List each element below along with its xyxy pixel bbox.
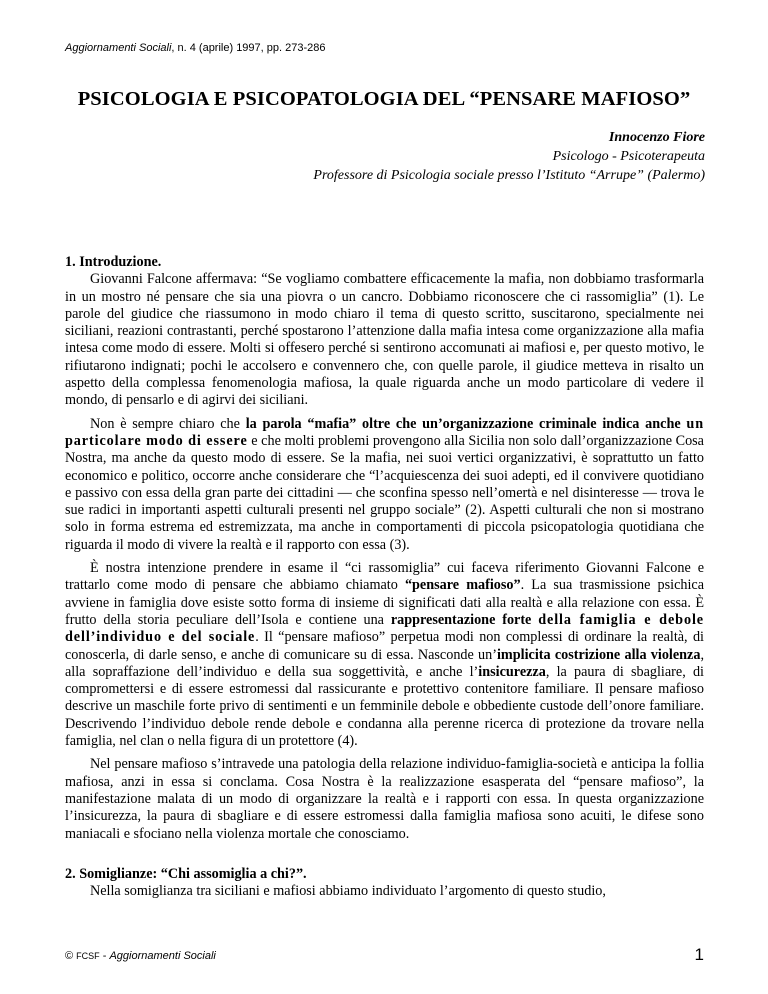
article-title: PSICOLOGIA E PSICOPATOLOGIA DEL “PENSARE MAFIOSO” — [77, 88, 691, 110]
emphasis: “pensare mafioso” — [404, 577, 521, 594]
author-name: Innocenzo Fiore — [608, 130, 705, 145]
section-heading-1: 1. Introduzione. — [65, 254, 162, 270]
paragraph: Giovanni Falcone affermava: “Se vogliamo combattere efficacemente la mafia, non dobbiamo trasformarla in un mostro né pensare che sia una piovra o un cancro. Dobbiamo riconoscere che ci rassomiglia” (1). Le parole del giudice che riassumono in modo chiaro il tema di questo scritto, suscitarono, specialmente nei siciliani, reazioni contrastanti, perché spostarono l’attenzione dalla mafia intesa come organizzazione alla mafia intesa come modo di essere. Molti si offesero perché si sentirono accomunati ai mafiosi e, per questo motivo, le rifiutarono indignati; pochi le accolsero e convennero che, con quelle parole, il giudice metteva in risalto un aspetto della complessa fenomenologia mafiosa, la quale riguarda anche un modo particolare di vedere il mondo, di pensarlo e di agirvi dei siciliani. — [65, 271, 704, 409]
issue-info: , n. 4 (aprile) 1997, pp. 273-286 — [171, 42, 326, 54]
author-affiliation: Professore di Psicologia sociale presso l’Istituto “Arrupe” (Palermo) — [313, 168, 705, 183]
paragraph: Nella somiglianza tra siciliani e mafiosi abbiamo individuato l’argomento di questo studio, — [90, 883, 606, 900]
footer: © FCSF - Aggiornamenti Sociali — [65, 950, 216, 962]
journal-name: Aggiornamenti Sociali — [65, 42, 172, 54]
footer-journal: Aggiornamenti Sociali — [109, 950, 216, 962]
paragraph: Nel pensare mafioso s’intravede una patologia della relazione individuo-famiglia-società e anticipa la follia mafiosa, anzi in essa si conclama. Cosa Nostra è la realizzazione esasperata del “pensare mafioso”, la manifestazione malata di un modo di organizzare la realtà e i rapporti con essa. In questa organizzazione l’insicurezza, la paura di sbagliare e di essere estromessi dalla famiglia mafiosa sono acuiti, le difese sono maniacali e sfociano nella violenza mortale che conosciamo. — [65, 756, 704, 842]
page-number: 1 — [694, 945, 704, 964]
running-header — [65, 42, 326, 54]
article-body — [65, 254, 704, 900]
emphasis: della famiglia e debole dell’individuo e del sociale — [65, 611, 704, 646]
paragraph: È nostra intenzione prendere in esame il “ci rassomiglia” cui faceva riferimento Giovanni Falcone e trattarlo come modo di pensare che abbiamo chiamato “pensare mafioso”. La sua trasmissione psichica avviene in famiglia dove esiste sotto forma di insieme di significati dati alla realtà e alla relazione con essa. È frutto della storia peculiare dell’Isola e contiene una rappresentazione forte della famiglia e debole dell’individuo e del sociale. Il “pensare mafioso” perpetua modi non complessi di ordinare la realtà, di conoscerla, di darle senso, e anche di comunicare su di essa. Nasconde un’implicita costrizione alla violenza, alla sopraffazione dell’individuo e della sua soggettività, e anche l’insicurezza, la paura di sbagliare, di compromettersi e di essere estromessi dal rassicurante e protettivo contenitore familiare. Il pensare mafioso descrive un maschile forte privo di sentimenti e un femminile debole e obbediente custode dell’onore familiare. Descrivendo l’individuo debole rende debole e condanna alla perenne ricerca di protezione da trovare nella famiglia, nel clan o nella figura di un protettore (4). — [65, 560, 704, 750]
paragraph: Non è sempre chiaro che la parola “mafia” oltre che un’organizzazione criminale indica anche un particolare modo di essere e che molti problemi provengono alla Sicilia non solo dall’organizzazione Cosa Nostra, ma anche da questo modo di essere. Se la mafia, nei suoi vertici organizzativi, è soprattutto un fatto economico e politico, occorre anche considerare che “l’acquiescenza dei suoi adepti, ed il convivere quotidiano e passivo con essa della gran parte dei cittadini — che sconfina spesso nell’omertà e nel disinteresse — trova le sue radici in importanti aspetti culturali presenti nel gruppo sociale” (2). Aspetti culturali che non si mostrano solo in forma estrema ed estremizzata, ma anche in comportamenti di piccola psicopatologia quotidiana che riguarda il modo di vivere la realtà e il rapporto con essa (3). — [65, 415, 705, 553]
footer-org: FCSF — [76, 951, 100, 961]
section-heading-2: 2. Somiglianze: “Chi assomiglia a chi?”. — [65, 865, 307, 882]
emphasis: un particolare modo di essere — [65, 415, 705, 449]
copyright-symbol: © — [65, 950, 74, 962]
author-role: Psicologo - Psicoterapeuta — [552, 149, 705, 164]
emphasis: insicurezza — [478, 663, 546, 680]
emphasis: la parola “mafia” oltre che un’organizzazione criminale indica anche — [245, 415, 681, 432]
emphasis: rappresentazione forte — [390, 611, 532, 628]
author-block — [313, 128, 705, 185]
emphasis: implicita costrizione alla violenza — [496, 646, 701, 663]
